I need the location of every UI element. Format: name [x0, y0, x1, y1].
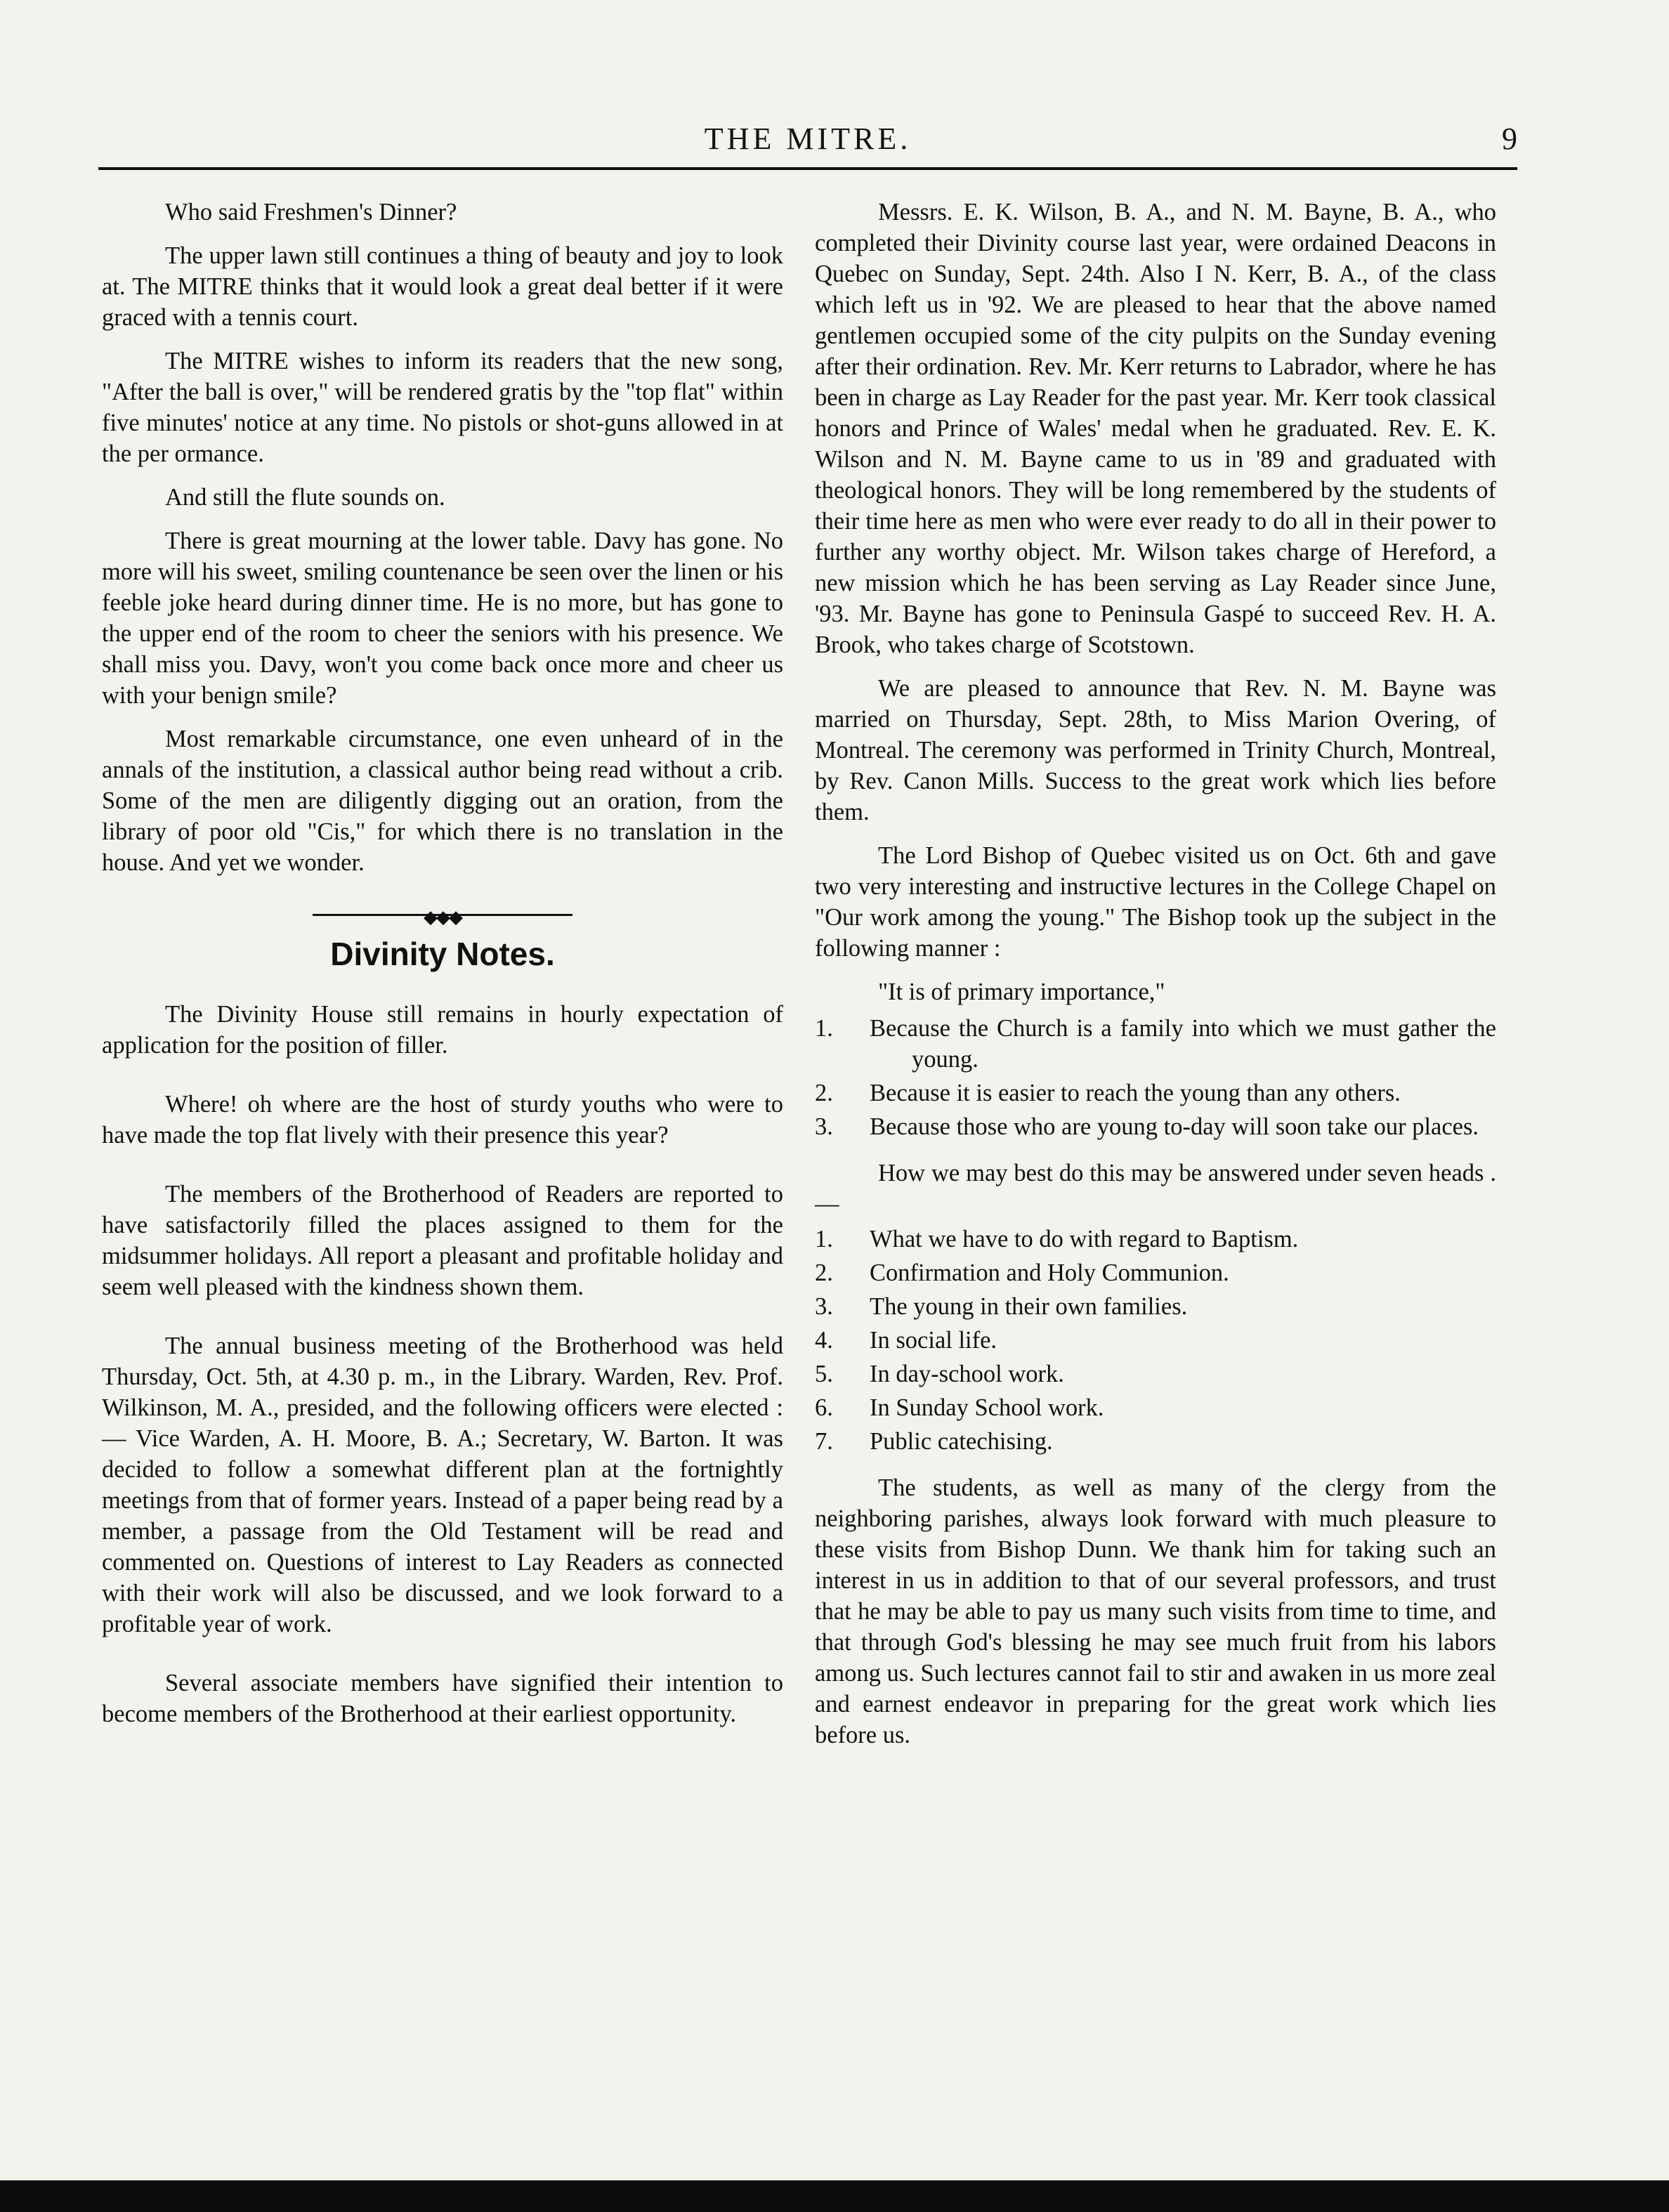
list-text: In Sunday School work.: [870, 1394, 1104, 1421]
right-column: [815, 197, 1496, 1763]
list-text: The young in their own families.: [870, 1293, 1188, 1320]
list-text: Because it is easier to reach the young than any others.: [870, 1080, 1401, 1106]
paragraph: The members of the Brotherhood of Readers are reported to have satisfactorily filled the places assigned to them for the midsummer holidays. All report a pleasant and profitable holiday and seem well pleased with the kindness shown them.: [102, 1181, 783, 1300]
paragraph: The annual business meeting of the Brotherhood was held Thursday, Oct. 5th, at 4.30 p. m., in the Library. Warden, Rev. Prof. Wilkinson, M. A., presided, and the following officers were elected :— Vice Warden, A. H. Moore, B. A.; Secretary, W. Barton. It was decided to follow a somewhat different plan at the fortnightly meetings from that of former years. Instead of a paper being read by a member, a passage from the Old Testament will be read and commented on. Questions of interest to Lay Readers as connected with their work will also be discussed, and we look forward to a profitable year of work.: [102, 1333, 783, 1637]
list-item: [815, 1426, 1496, 1457]
quoted-line: "It is of primary importance,": [878, 979, 1165, 1005]
paragraph: There is great mourning at the lower table. Davy has gone. No more will his sweet, smiling countenance be seen over the linen or his feeble joke heard during dinner time. He is no more, but has gone to the upper end of the room to cheer the seniors with his presence. We shall miss you. Davy, won't you come back once more and cheer us with your benign smile?: [102, 528, 783, 709]
list-number: 7.: [815, 1428, 833, 1455]
paragraph: The Lord Bishop of Quebec visited us on Oct. 6th and gave two very interesting and instructive lectures in the College Chapel on "Our work among the young." The Bishop took up the subject in the following manner :: [815, 842, 1496, 962]
list-item: [815, 1224, 1496, 1255]
list-text: In social life.: [870, 1327, 997, 1354]
list-text: Confirmation and Holy Communion.: [870, 1259, 1229, 1286]
paragraph: Messrs. E. K. Wilson, B. A., and N. M. Bayne, B. A., who completed their Divinity course last year, were ordained Deacons in Quebec on Sunday, Sept. 24th. Also I N. Kerr, B. A., of the class which left us in '92. We are pleased to hear that the above named gentlemen occupied some of the city pulpits on the Sunday evening after their ordination. Rev. Mr. Kerr returns to Labrador, where he has been in charge as Lay Reader for the past year. Mr. Kerr took classical honors and Prince of Wales' medal when he graduated. Rev. E. K. Wilson and N. M. Bayne came to us in '89 and graduated with theological honors. They will be long remembered by the students of their time here as men who were ever ready to do all in their power to further any worthy object. Mr. Wilson takes charge of Hereford, a new mission which he has been serving as Lay Reader since June, '93. Mr. Bayne has gone to Peninsula Gaspé to succeed Rev. H. A. Brook, who takes charge of Scotstown.: [815, 199, 1496, 658]
list-number: 2.: [815, 1080, 833, 1106]
paragraph: The MITRE wishes to inform its readers that the new song, "After the ball is over," will be rendered gratis by the "top flat" within five minutes' notice at any time. No pistols or shot-guns allowed in at the per ormance.: [102, 348, 783, 467]
list-number: 1.: [815, 1226, 833, 1252]
list-number: 3.: [815, 1113, 833, 1140]
list-item: [815, 1392, 1496, 1423]
section-heading: Divinity Notes.: [330, 936, 555, 972]
list-number: 6.: [815, 1394, 833, 1421]
list-item: [815, 1291, 1496, 1322]
reasons-list: [815, 1013, 1496, 1142]
list-item: [815, 1111, 1496, 1142]
list-item: [815, 1257, 1496, 1288]
list-text: What we have to do with regard to Baptism.: [870, 1226, 1299, 1252]
scan-edge-band: [0, 2180, 1669, 2212]
list-number: 3.: [815, 1293, 833, 1320]
paragraph: We are pleased to announce that Rev. N. M. Bayne was married on Thursday, Sept. 28th, to Miss Marion Overing, of Montreal. The ceremony was performed in Trinity Church, Montreal, by Rev. Canon Mills. Success to the great work which lies before them.: [815, 675, 1496, 825]
page-number: 9: [1502, 122, 1517, 156]
list-number: 1.: [815, 1015, 833, 1042]
paragraph: Several associate members have signified their intention to become members of the Brotherhood at their earliest opportunity.: [102, 1670, 783, 1727]
paragraph: Who said Freshmen's Dinner?: [165, 199, 457, 225]
paragraph: Most remarkable circumstance, one even unheard of in the annals of the institution, a classical author being read without a crib. Some of the men are diligently digging out an oration, from the library of poor old "Cis," for which there is no translation in the house. And yet we wonder.: [102, 726, 783, 876]
left-column: [102, 197, 783, 1742]
list-text: Public catechising.: [870, 1428, 1053, 1455]
paragraph: The Divinity House still remains in hourly expectation of application for the position of filler.: [102, 1001, 783, 1059]
publication-title: THE MITRE.: [704, 122, 912, 156]
paragraph: The students, as well as many of the clergy from the neighboring parishes, always look forward with much pleasure to these visits from Bishop Dunn. We thank him for taking such an interest in us in addition to that of our several professors, and trust that he may be able to pay us many such visits from time to time, and that through God's blessing he may see much fruit from his labors among us. Such lectures cannot fail to stir and awaken in us more zeal and earnest endeavor in preparing for the great work which lies before us.: [815, 1474, 1496, 1748]
list-number: 4.: [815, 1327, 833, 1354]
list-item: [815, 1078, 1496, 1108]
paragraph: Where! oh where are the host of sturdy youths who were to have made the top flat lively with their presence this year?: [102, 1091, 783, 1148]
heads-list: [815, 1224, 1496, 1457]
list-text: Because those who are young to-day will soon take our places.: [870, 1113, 1479, 1140]
divider-ornament: ◆◆◆: [424, 907, 462, 927]
page-header: [98, 118, 1517, 170]
paragraph: And still the flute sounds on.: [165, 484, 445, 511]
list-item: [815, 1359, 1496, 1389]
list-text: Because the Church is a family into which we must gather the young.: [870, 1015, 1496, 1073]
section-divider: [102, 906, 783, 927]
list-item: [815, 1013, 1496, 1075]
list-text: In day-school work.: [870, 1361, 1064, 1387]
list-item: [815, 1325, 1496, 1356]
paragraph: The upper lawn still continues a thing of beauty and joy to look at. The MITRE thinks that it would look a great deal better if it were graced with a tennis court.: [102, 242, 783, 331]
list-number: 5.: [815, 1361, 833, 1387]
paragraph: How we may best do this may be answered under seven heads .—: [815, 1160, 1496, 1217]
list-number: 2.: [815, 1259, 833, 1286]
